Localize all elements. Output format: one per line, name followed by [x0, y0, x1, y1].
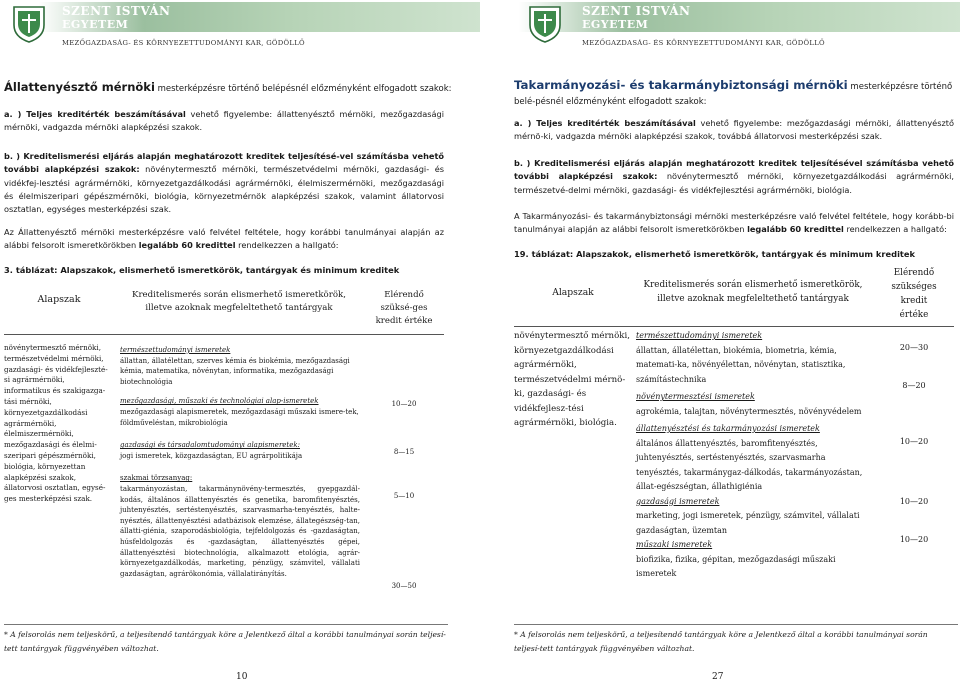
knowledge-block	[636, 390, 870, 419]
ismeretkorok-cell	[114, 335, 364, 586]
page-header	[0, 2, 480, 50]
requirements-table	[514, 264, 954, 582]
block-body: állattan, állatélettan, biokémia, biometria, kémia, matemati-ka, növényélettan, növénytan, statisztika, számítástechnika	[636, 345, 846, 384]
col-header-ismeretkorok: Kreditelismerés során elismerhető ismeretkörök, illetve azoknak megfeleltethető tantárgyak	[132, 290, 346, 313]
para-c-end: rendelkezzen a hallgató:	[843, 224, 947, 235]
faculty-name: MEZŐGAZDASÁG- ÉS KÖRNYEZETTUDOMÁNYI KAR, GÖDÖLLŐ	[62, 39, 305, 47]
title-program: Takarmányozási- és takarmánybiztonsági mérnöki	[514, 78, 848, 92]
paragraph-a	[514, 117, 954, 144]
block-body: biofizika, fizika, gépitan, mezőgazdasági műszaki ismeretek	[636, 554, 836, 578]
table-row	[514, 327, 954, 582]
right-page	[480, 0, 960, 685]
block-head: szakmai törzsanyag:	[120, 474, 193, 483]
table-caption: 19. táblázat: Alapszakok, elismerhető ismeretkörök, tantárgyak és minimum kreditek	[514, 249, 916, 259]
credit-value: 10—20	[899, 497, 929, 506]
footnote-divider	[4, 624, 448, 625]
para-a-bold: a. ) Teljes kreditérték beszámításával	[514, 118, 696, 128]
university-name-line2: EGYETEM	[582, 18, 649, 31]
title-program: Állattenyésztő mérnöki	[4, 80, 155, 94]
block-body: általános állattenyésztés, baromfitenyésztés, juhtenyésztés, sertéstenyésztés, szarvasmarha tenyésztés, takarmánygaz-dálkodás, takarmányozástan, állat-egészségtan, állathigiénia	[636, 438, 863, 491]
paragraph-c	[514, 210, 954, 237]
col-header-alapszak: Alapszak	[552, 287, 594, 298]
paragraph-b	[4, 150, 444, 216]
credit-value: 10—20	[391, 400, 417, 408]
block-body: takarmányozástan, takarmánynövény-termesztés, gyepgazdál-kodás, általános állattenyésztés és genetika, baromfitenyésztés, juhtenyésztés, sertéstenyésztés, szarvasmarha-tenyésztés, halte-nyésztés, állattenyésztési adatbázisok elemzése, állategészség-tan, állatti-giénia, szaporodásbiológia, tejfeldolgozás és -gazdaságtan, húsfeldolgozás és -gazdaságtan, állattenyésztés gépei, állattenyésztési biotechnológia, alkalmazott etológia, agrár- környezetgazdálkodás, marketing, pénzügy, számvitel, vállalati gazdaságtan, agrárökonómia, vállalatirányítás.	[120, 484, 360, 578]
col-header-alapszak: Alapszak	[37, 294, 81, 305]
page-number: 10	[236, 672, 248, 682]
block-body: jogi ismeretek, közgazdaságtan, EU agrárpolitikája	[120, 451, 303, 460]
knowledge-block	[636, 538, 870, 582]
title-rest: mesterképzésre történő belé-pésnél előzményként elfogadott szakok:	[514, 82, 953, 107]
table-caption: 3. táblázat: Alapszakok, elismerhető ismeretkörök, tantárgyak és minimum kreditek	[4, 265, 400, 275]
credit-value: 8—15	[393, 448, 415, 456]
table-row	[4, 335, 444, 586]
university-crest-icon	[6, 3, 52, 43]
section-title	[514, 78, 954, 109]
para-a-text: vehető figyelembe: állattenyésztő mérnöki, mezőgazdasági mérnöki, vadgazda mérnöki alapképzési szakok.	[4, 109, 444, 133]
alapszak-cell: növénytermesztő mérnöki, környezetgazdálkodási agrármérnöki, természetvédelmi mérnö-ki, gazdasági- és vidékfejlesz-tési agrármérnöki, biológia.	[514, 331, 630, 428]
para-a-text: vehető figyelembe: mezőgazdasági mérnöki, állattenyésztő mérnö-ki, vadgazda mérnöki alapképzési szakok, továbbá állatorvosi mesterképzési szak.	[514, 118, 954, 142]
kredit-cell	[874, 327, 954, 582]
credit-value: 10—20	[899, 535, 929, 544]
page-number: 27	[712, 672, 724, 682]
university-name-line2: EGYETEM	[62, 18, 129, 31]
para-c-text: A Takarmányozási- és takarmánybiztonsági mérnöki mesterképzésre való felvétel feltétele, hogy korább-bi tanulmányai alapján az alábbi felsorolt ismeretkörökben	[514, 211, 954, 235]
para-b-text: növénytermesztő mérnöki, természetvédelmi mérnöki, gazdasági- és vidékfej-lesztési agrármérnöki, környezetgazdálkodási agrármérnöki, élelmiszermérnöki, mezőgazdasági és élelmiszeripari gépészmérnöki, biológia, környezetmérnök alapképzési szakok, valamint állatorvosi osztatlan, egységes mesterképzési szak.	[4, 164, 444, 215]
knowledge-block	[120, 440, 360, 461]
block-head: gazdasági és társadalomtudományi alapismeretek:	[120, 441, 300, 450]
col-header-kredit: Elérendő szükséges kredit értéke	[891, 268, 937, 320]
table-header-row	[514, 264, 954, 327]
block-head: műszaki ismeretek	[636, 540, 713, 549]
col-header-kredit: Elérendő szüksé-ges kredit értéke	[375, 290, 433, 326]
credit-value: 30—50	[391, 582, 417, 590]
knowledge-block	[120, 396, 360, 428]
ismeretkorok-cell	[632, 327, 874, 582]
block-body: mezőgazdasági alapismeretek, mezőgazdasági műszaki ismere-tek, földműveléstan, mikrobiológia	[120, 407, 359, 427]
knowledge-block	[636, 422, 870, 495]
block-head: mezőgazdasági, műszaki és technológiai alap-ismeretek	[120, 397, 319, 406]
table-header-row	[4, 281, 444, 335]
kredit-cell	[364, 335, 444, 590]
requirements-table	[4, 281, 444, 590]
para-c-end: rendelkezzen a hallgató:	[235, 240, 339, 251]
para-c-text: Az Állattenyésztő mérnöki mesterképzésre való felvétel feltétele, hogy korábbi tanulmányai alapján az alábbi felsorolt ismeretkörökben	[4, 227, 444, 251]
block-body: állattan, állatélettan, szerves kémia és biokémia, mezőgazdasági kémia, matematika, növénytan, informatika, mezőgazdasági biotechnológia	[120, 356, 350, 386]
university-name-line1: SZENT ISTVÁN	[62, 4, 171, 18]
credit-value: 10—20	[899, 437, 929, 446]
block-head: növénytermesztési ismeretek	[636, 392, 755, 401]
credit-value: 20—30	[899, 343, 929, 352]
block-body: agrokémia, talajtan, növénytermesztés, növényvédelem	[636, 406, 862, 416]
block-head: gazdasági ismeretek	[636, 496, 720, 506]
paragraph-a	[4, 108, 444, 135]
footnote: * A felsorolás nem teljeskörű, a teljesítendő tantárgyak köre a Jelentkező által a korábbi tanulmányai során teljesí-tett tantárgyak függvényében változhat.	[4, 630, 446, 653]
university-name-line1: SZENT ISTVÁN	[582, 4, 691, 18]
para-c-bold: legalább 60 kredittel	[747, 224, 844, 235]
footnote: * A felsorolás nem teljeskörű, a teljesítendő tantárgyak köre a Jelentkező által a korábbi tanulmányai során teljesí-tett tantárgyak függvényében változhat.	[514, 630, 928, 653]
col-header-ismeretkorok: Kreditelismerés során elismerhető ismeretkörök, illetve azoknak megfeleltethető tantárgyak	[643, 280, 863, 304]
para-b-bold: b. ) Kreditelismerési eljárás alapján meghatározott kreditek teljesítésé-vel számításba vehető további alapképzési szakok:	[4, 151, 444, 175]
block-body: marketing, jogi ismeretek, pénzügy, számvitel, vállalati gazdaságtan, üzemtan	[636, 511, 860, 535]
block-head: állattenyésztési és takarmányozási ismeretek	[636, 424, 820, 433]
alapszak-cell: növénytermesztő mérnöki, természetvédelmi mérnöki, gazdasági- és vidékfejleszté-si agrármérnöki, informatikus és szakigazga-tási mérnöki, környezetgazdálkodási agrármérnöki, élelmiszermérnöki, mezőgazdasági és élelmi-szeripari gépészmérnöki, biológia, környezettan alapképzési szakok, állatorvosi osztatlan, egysé-ges mesterképzési szak.	[4, 343, 108, 504]
block-head: természettudományi ismeretek	[636, 331, 763, 340]
credit-value: 8—20	[902, 381, 926, 390]
knowledge-block	[120, 473, 360, 579]
knowledge-block	[636, 329, 870, 387]
credit-value: 5—10	[393, 492, 415, 500]
paragraph-c	[4, 226, 444, 253]
faculty-name: MEZŐGAZDASÁG- ÉS KÖRNYEZETTUDOMÁNYI KAR, GÖDÖLLŐ	[582, 39, 825, 47]
block-head: természettudományi ismeretek	[120, 346, 231, 354]
para-c-bold: legalább 60 kredittel	[138, 240, 236, 251]
title-rest: mesterképzésre történő belépésnél előzményként elfogadott szakok:	[154, 84, 452, 94]
university-crest-icon	[522, 3, 568, 43]
para-a-bold: a. ) Teljes kreditérték beszámításával	[4, 109, 186, 119]
section-title	[4, 80, 474, 96]
para-b-bold: b. ) Kreditelismerési eljárás alapján meghatározott kreditek teljesítésével számításba vehető további alapképzési szakok:	[514, 158, 954, 182]
para-b-text: növénytermesztő mérnöki, környezetgazdálkodási agrármérnöki, természetvé-delmi mérnöki, gazdasági- és vidékfejlesztési agrármérnöki, biológia.	[514, 171, 954, 195]
knowledge-block	[120, 345, 360, 387]
knowledge-block	[636, 495, 870, 539]
paragraph-b	[514, 157, 954, 197]
footnote-divider	[514, 624, 958, 625]
page-header	[480, 2, 960, 50]
